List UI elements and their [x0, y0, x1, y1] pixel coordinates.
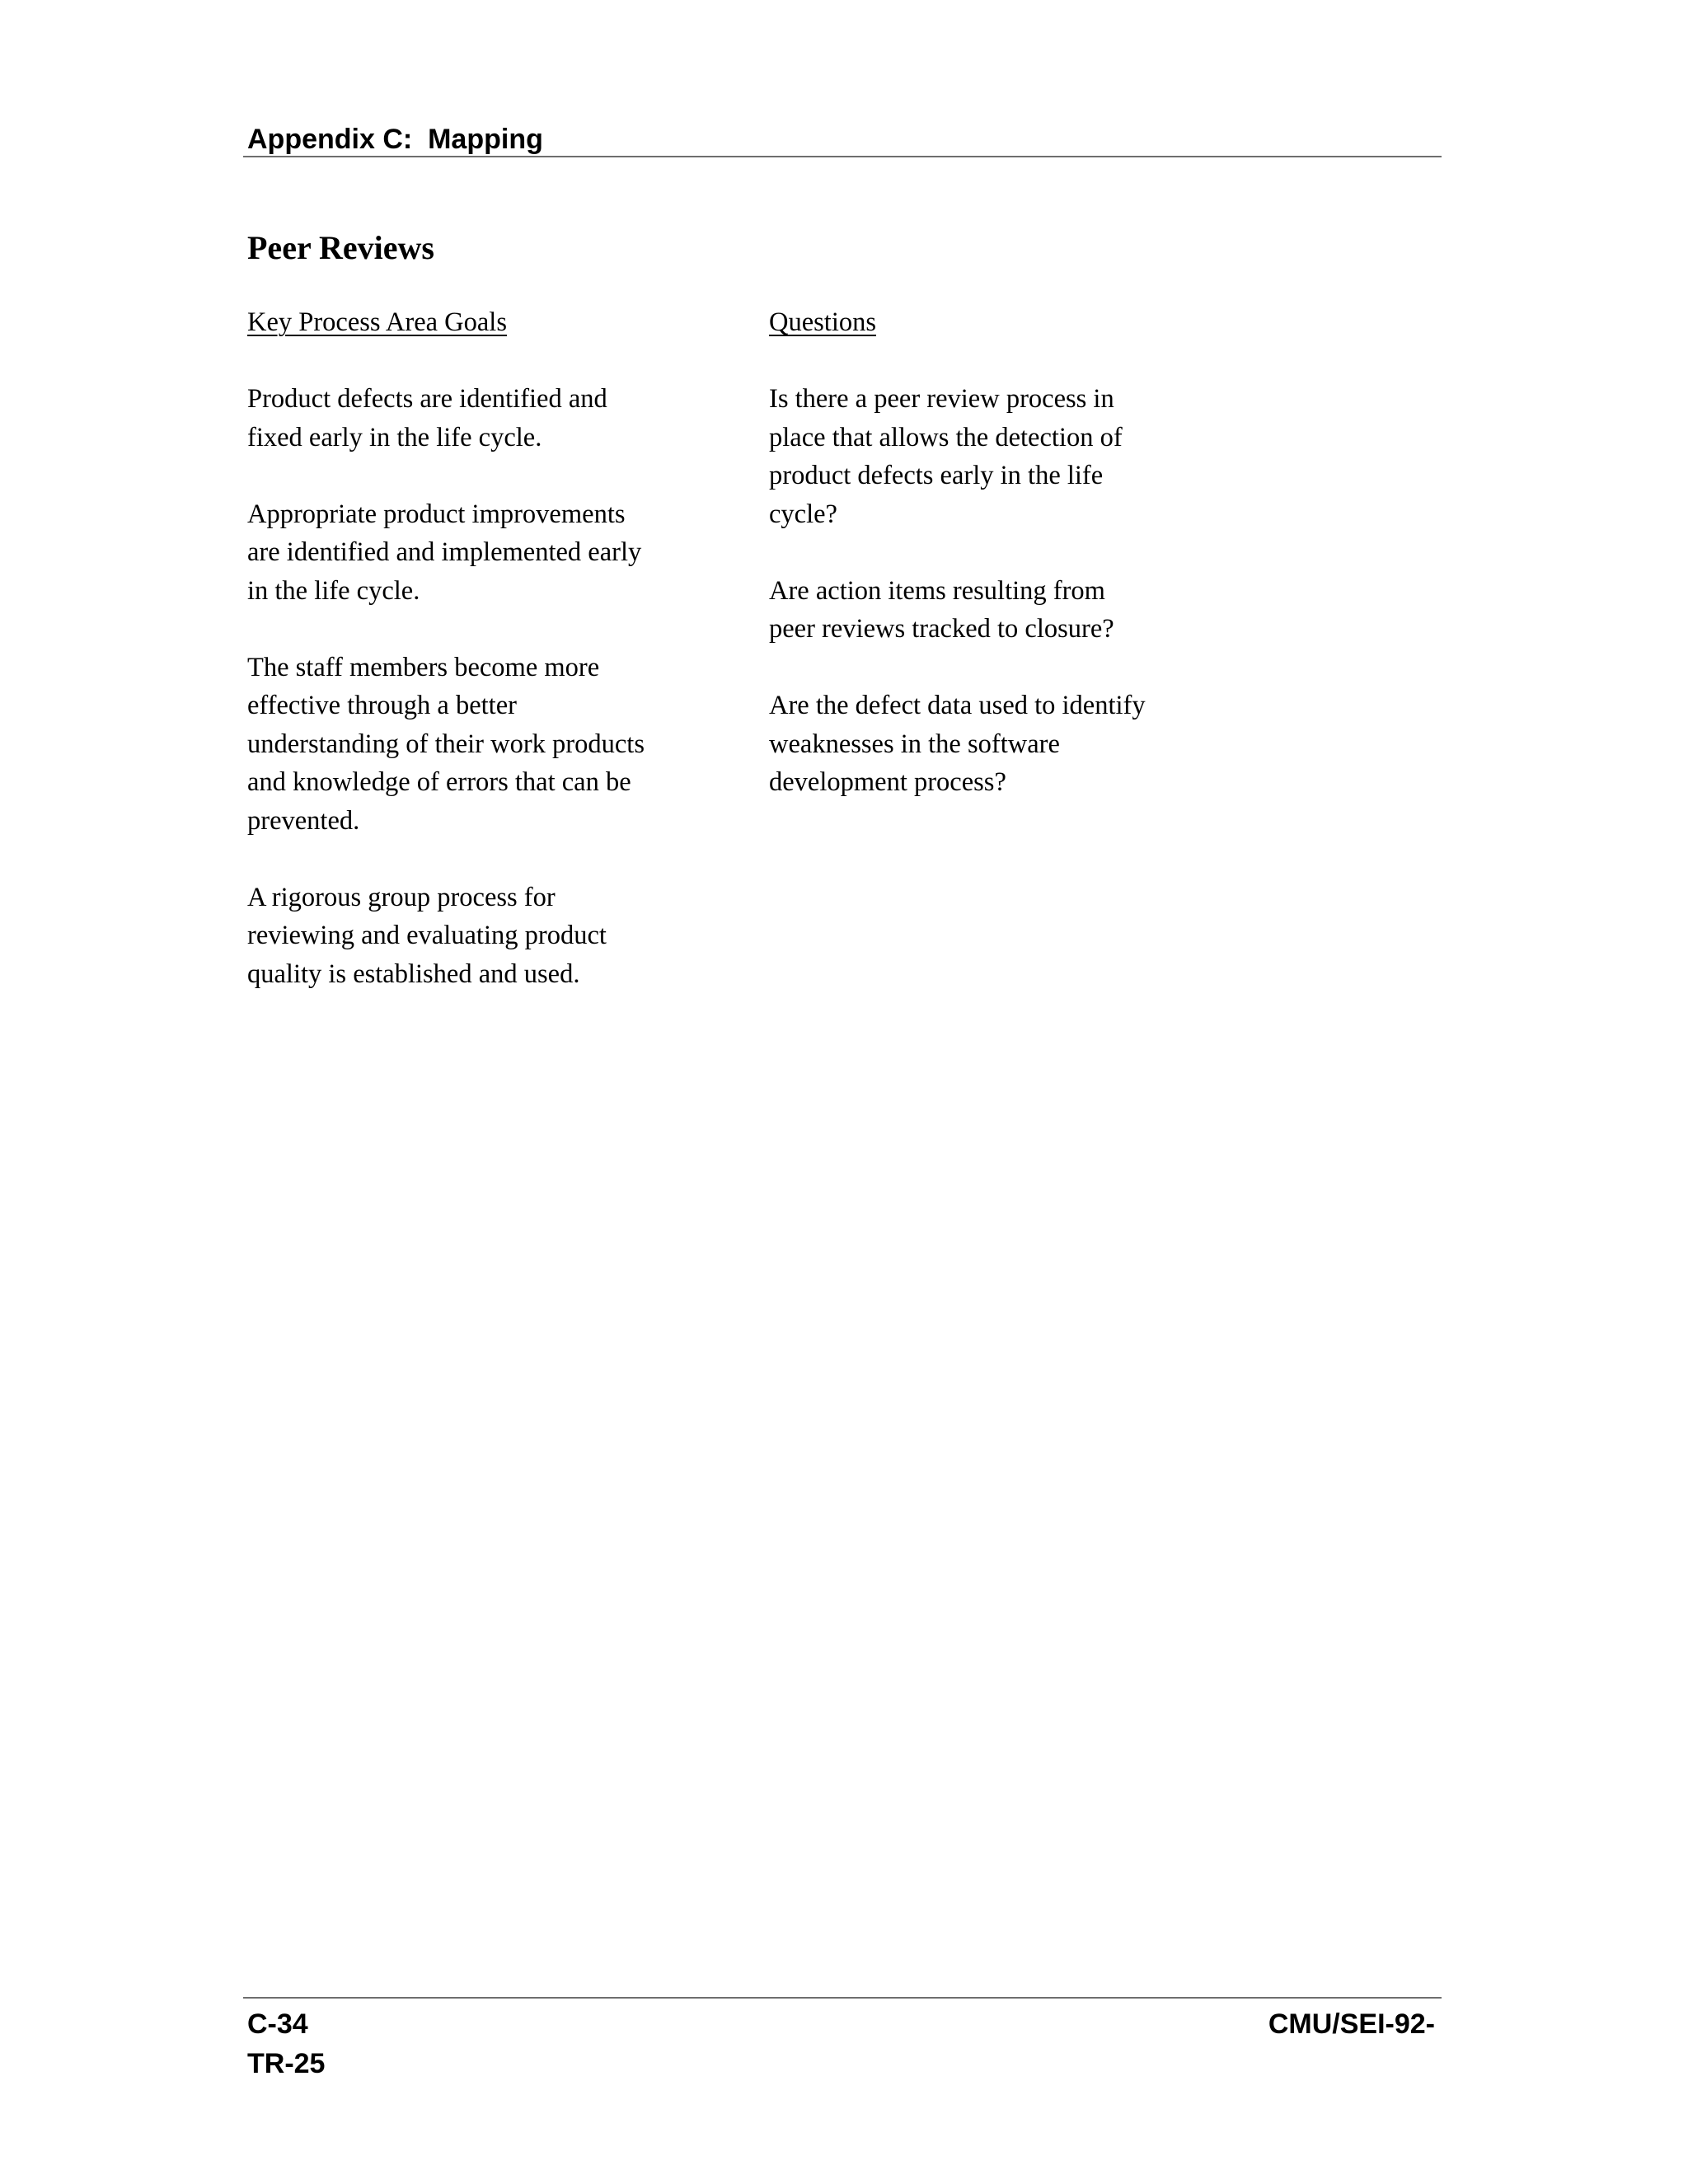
page-number-line: TR-25 — [247, 2048, 326, 2079]
goal-line: and knowledge of errors that can be — [247, 767, 631, 797]
question-line: development process? — [769, 767, 1006, 797]
goal-line: are identified and implemented early — [247, 537, 642, 567]
goal-line: reviewing and evaluating product — [247, 921, 607, 950]
goal-line: Appropriate product improvements — [247, 499, 626, 529]
question-item — [769, 687, 1198, 802]
question-line: peer reviews tracked to closure? — [769, 614, 1114, 644]
goal-line: quality is established and used. — [247, 958, 580, 989]
goals-column — [247, 303, 692, 1032]
report-id: CMU/SEI-92- — [1268, 2008, 1435, 2040]
question-item — [769, 380, 1198, 533]
goal-line: understanding of their work products — [247, 729, 645, 759]
goal-item — [247, 649, 692, 841]
question-line: cycle? — [769, 499, 837, 529]
question-line: Is there a peer review process in — [769, 384, 1114, 414]
question-line: product defects early in the life — [769, 461, 1104, 490]
goal-item — [247, 879, 692, 994]
goal-line: A rigorous group process for — [247, 882, 556, 912]
running-header: Appendix C: Mapping — [247, 124, 543, 155]
questions-heading: Questions — [769, 307, 876, 337]
question-item — [769, 572, 1198, 649]
question-line: Are the defect data used to identify — [769, 691, 1146, 720]
page-number-line: C-34 — [247, 2008, 308, 2040]
header-rule — [243, 156, 1442, 157]
question-line: weaknesses in the software — [769, 729, 1060, 759]
question-line: place that allows the detection of — [769, 422, 1123, 452]
goal-item — [247, 495, 692, 611]
goal-line: The staff members become more — [247, 652, 600, 682]
footer-rule — [243, 1997, 1442, 1999]
page-number — [247, 2004, 325, 2083]
goal-line: prevented. — [247, 805, 360, 836]
goal-item — [247, 380, 692, 457]
questions-column — [769, 303, 1198, 840]
goal-line: in the life cycle. — [247, 575, 420, 606]
goal-line: fixed early in the life cycle. — [247, 422, 542, 452]
goals-heading: Key Process Area Goals — [247, 307, 507, 337]
question-line: Are action items resulting from — [769, 575, 1105, 606]
goal-line: Product defects are identified and — [247, 384, 607, 414]
section-title: Peer Reviews — [247, 229, 434, 266]
goal-line: effective through a better — [247, 691, 517, 720]
